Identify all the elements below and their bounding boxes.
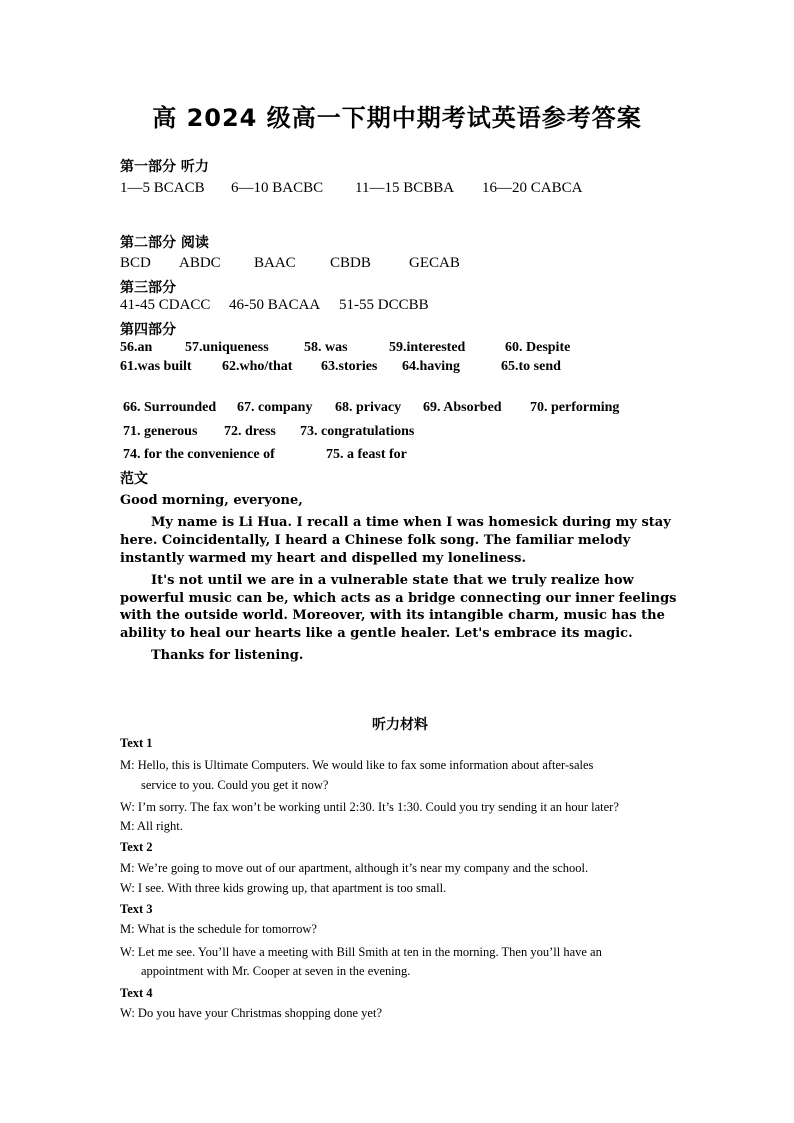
text3-label: Text 3 — [120, 902, 153, 916]
part4-answer: 66. Surrounded — [123, 400, 217, 415]
part4-answer: 57.uniqueness — [185, 340, 269, 355]
essay-line: here. Coincidentally, I heard a Chinese folk song. The familiar melody — [120, 533, 631, 548]
essay-closing: Thanks for listening. — [151, 648, 304, 663]
part1-heading: 第一部分 听力 — [120, 159, 209, 175]
part2-answer: BCD — [120, 255, 151, 271]
part1-answer: 11—15 BCBBA — [355, 180, 455, 196]
transcript-line: appointment with Mr. Cooper at seven in the evening. — [141, 964, 411, 978]
essay-heading: 范文 — [120, 471, 148, 487]
part4-answer: 59.interested — [389, 340, 466, 355]
part4-answer: 65.to send — [501, 359, 561, 374]
transcript-line: W: Let me see. You’ll have a meeting with Bill Smith at ten in the morning. Then you’ll have an — [120, 945, 602, 959]
part4-answer: 75. a feast for — [326, 447, 407, 462]
part3-heading: 第三部分 — [120, 280, 176, 296]
part2-answer: CBDB — [330, 255, 371, 271]
part1-answer: 6—10 BACBC — [231, 180, 324, 196]
part3-answer: 41-45 CDACC — [120, 297, 211, 313]
part3-answer: 51-55 DCCBB — [339, 297, 429, 313]
part4-answer: 67. company — [237, 400, 313, 415]
text4-label: Text 4 — [120, 986, 153, 1000]
part2-heading: 第二部分 阅读 — [120, 235, 209, 251]
part4-answer: 64.having — [402, 359, 460, 374]
part4-heading: 第四部分 — [120, 322, 176, 338]
transcript-line: service to you. Could you get it now? — [141, 778, 329, 792]
transcript-line: M: All right. — [120, 819, 183, 833]
part4-answer: 58. was — [304, 340, 348, 355]
part2-answer: GECAB — [409, 255, 460, 271]
part2-answer: ABDC — [179, 255, 221, 271]
transcript-line: W: I see. With three kids growing up, that apartment is too small. — [120, 881, 447, 895]
part4-answer: 60. Despite — [505, 340, 571, 355]
part2-answer: BAAC — [254, 255, 296, 271]
part4-answer: 71. generous — [123, 424, 198, 439]
transcript-line: M: Hello, this is Ultimate Computers. We would like to fax some information about after-sales — [120, 758, 594, 772]
essay-line: ability to heal our hearts like a gentle healer. Let's embrace its magic. — [120, 626, 633, 641]
listening-heading: 听力材料 — [372, 717, 428, 733]
essay-greeting: Good morning, everyone, — [120, 493, 303, 508]
transcript-line: W: Do you have your Christmas shopping done yet? — [120, 1006, 382, 1020]
part1-answer: 1—5 BCACB — [120, 180, 205, 196]
page-title: 高 2024 级高一下期中期考试英语参考答案 — [152, 104, 642, 132]
part4-answer: 62.who/that — [222, 359, 293, 374]
essay-line: with the outside world. Moreover, with its intangible charm, music has the — [120, 608, 665, 623]
text2-label: Text 2 — [120, 840, 153, 854]
essay-line: It's not until we are in a vulnerable state that we truly realize how — [151, 573, 634, 588]
essay-line: instantly warmed my heart and dispelled my loneliness. — [120, 551, 526, 566]
part4-answer: 72. dress — [224, 424, 276, 439]
part4-answer: 74. for the convenience of — [123, 447, 275, 462]
part1-answer: 16—20 CABCA — [482, 180, 583, 196]
part3-answer: 46-50 BACAA — [229, 297, 321, 313]
part4-answer: 69. Absorbed — [423, 400, 502, 415]
part4-answer: 70. performing — [530, 400, 620, 415]
part4-answer: 73. congratulations — [300, 424, 415, 439]
transcript-line: W: I’m sorry. The fax won’t be working until 2:30. It’s 1:30. Could you try sending it an hour later? — [120, 800, 619, 814]
text1-label: Text 1 — [120, 736, 153, 750]
transcript-line: M: We’re going to move out of our apartment, although it’s near my company and the school. — [120, 861, 589, 875]
part4-answer: 56.an — [120, 340, 153, 355]
part4-answer: 61.was built — [120, 359, 192, 374]
essay-line: My name is Li Hua. I recall a time when I was homesick during my stay — [151, 515, 671, 530]
transcript-line: M: What is the schedule for tomorrow? — [120, 922, 317, 936]
part4-answer: 63.stories — [321, 359, 378, 374]
essay-line: powerful music can be, which acts as a bridge connecting our inner feelings — [120, 591, 677, 606]
part4-answer: 68. privacy — [335, 400, 402, 415]
